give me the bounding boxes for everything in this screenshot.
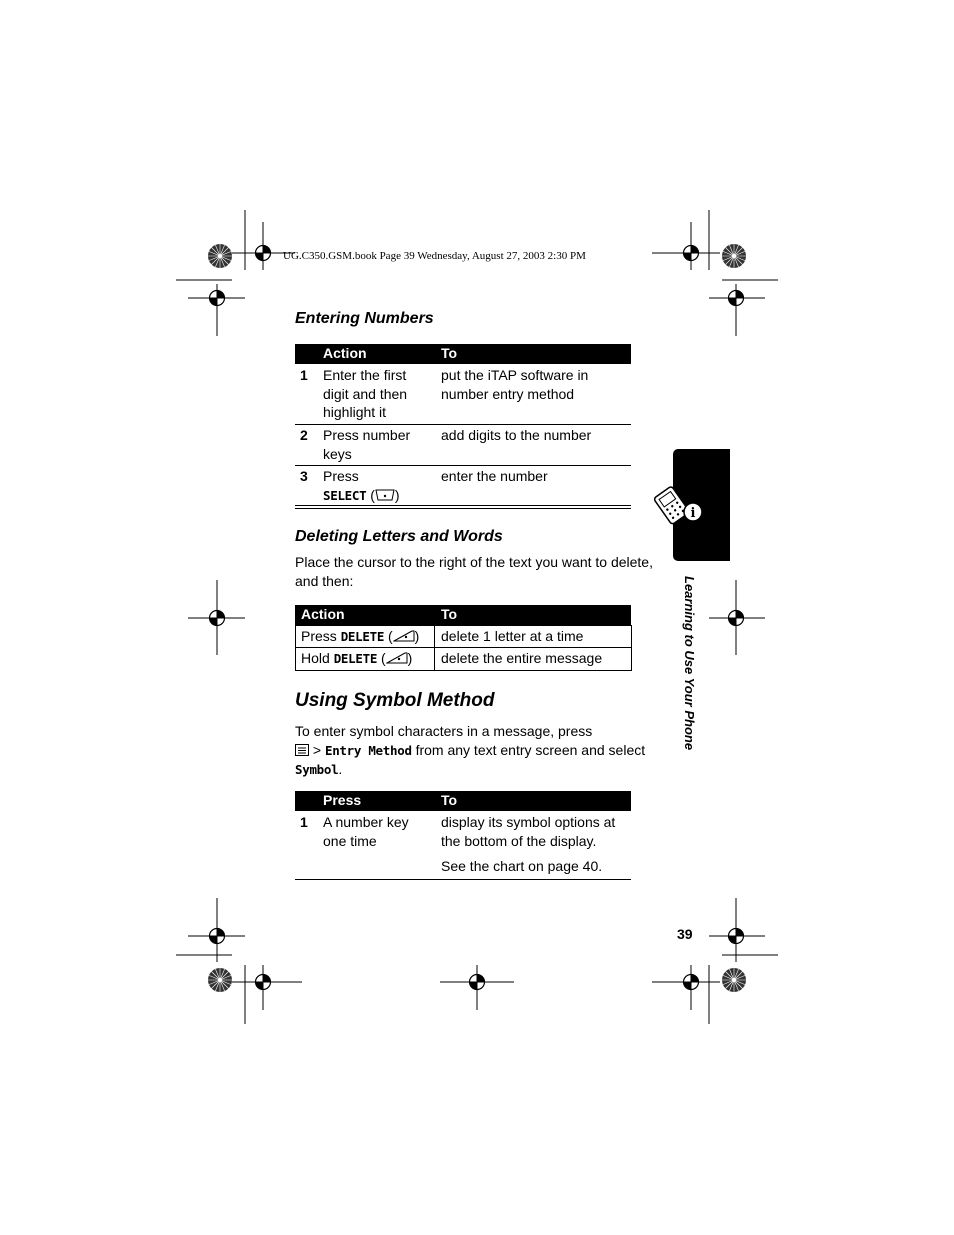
- table-header: [295, 344, 631, 364]
- step-number: 2: [300, 427, 308, 443]
- delete-result: delete the entire message: [441, 650, 603, 666]
- delete-key-label: DELETE: [333, 651, 378, 666]
- step-action: Press number keys: [323, 427, 411, 462]
- select-key-label: SELECT: [323, 487, 367, 503]
- col-header-action: Action: [301, 606, 345, 622]
- delete-softkey-icon: [386, 652, 408, 664]
- entry-method-menu-label: Entry Method: [324, 743, 412, 758]
- table-header: [295, 791, 631, 811]
- side-tab: [673, 449, 730, 561]
- delete-action: Press DELETE ( ): [301, 628, 420, 644]
- section-heading-symbol-method: Using Symbol Method: [295, 690, 495, 711]
- table-header: [295, 605, 631, 625]
- step-number: 3: [300, 468, 308, 484]
- col-header-action: Action: [323, 345, 367, 361]
- phone-info-icon: [645, 482, 707, 526]
- select-softkey-icon: [375, 489, 395, 501]
- symbol-option-label: Symbol: [295, 762, 339, 777]
- col-header-to: To: [441, 345, 458, 361]
- print-header: UG.C350.GSM.book Page 39 Wednesday, August 27, 2003 2:30 PM: [283, 250, 586, 262]
- step-result: add digits to the number: [441, 427, 592, 443]
- step-result: enter the number: [441, 468, 548, 484]
- delete-action: Hold DELETE ( ): [301, 650, 413, 666]
- row-divider: [295, 465, 631, 466]
- svg-text:i: i: [690, 506, 696, 521]
- side-tab-label: Learning to Use Your Phone: [682, 576, 697, 751]
- step-action: A number key one time: [323, 814, 409, 849]
- col-header-to: To: [441, 792, 458, 808]
- section-intro: To enter symbol characters in a message, press > Entry Method from any text entry screen and select Symbol.: [295, 723, 646, 777]
- menu-key-icon: [295, 744, 309, 756]
- table-bottom-rule: [295, 505, 631, 506]
- page-number: 39: [677, 926, 693, 942]
- step-number: 1: [300, 367, 308, 383]
- column-divider: [434, 625, 435, 671]
- section-heading-deleting: Deleting Letters and Words: [295, 528, 503, 545]
- step-action: Press SELECT ( ): [323, 468, 400, 503]
- row-divider: [295, 424, 631, 425]
- delete-result: delete 1 letter at a time: [441, 628, 584, 644]
- col-header-to: To: [441, 606, 458, 622]
- step-result: display its symbol options at the bottom of the display. See the chart on page 40.: [441, 814, 616, 874]
- delete-key-label: DELETE: [340, 629, 385, 644]
- section-intro: Place the cursor to the right of the text you want to delete, and then:: [295, 554, 653, 589]
- delete-softkey-icon: [393, 630, 415, 642]
- col-header-press: Press: [323, 792, 362, 808]
- table-bottom-rule: [295, 508, 631, 509]
- table-bottom-rule: [295, 879, 631, 880]
- step-result: put the iTAP software in number entry method: [441, 367, 589, 402]
- section-heading-entering-numbers: Entering Numbers: [295, 310, 434, 327]
- step-number: 1: [300, 814, 308, 830]
- row-divider: [295, 647, 631, 648]
- step-action: Enter the first digit and then highlight it: [323, 367, 408, 420]
